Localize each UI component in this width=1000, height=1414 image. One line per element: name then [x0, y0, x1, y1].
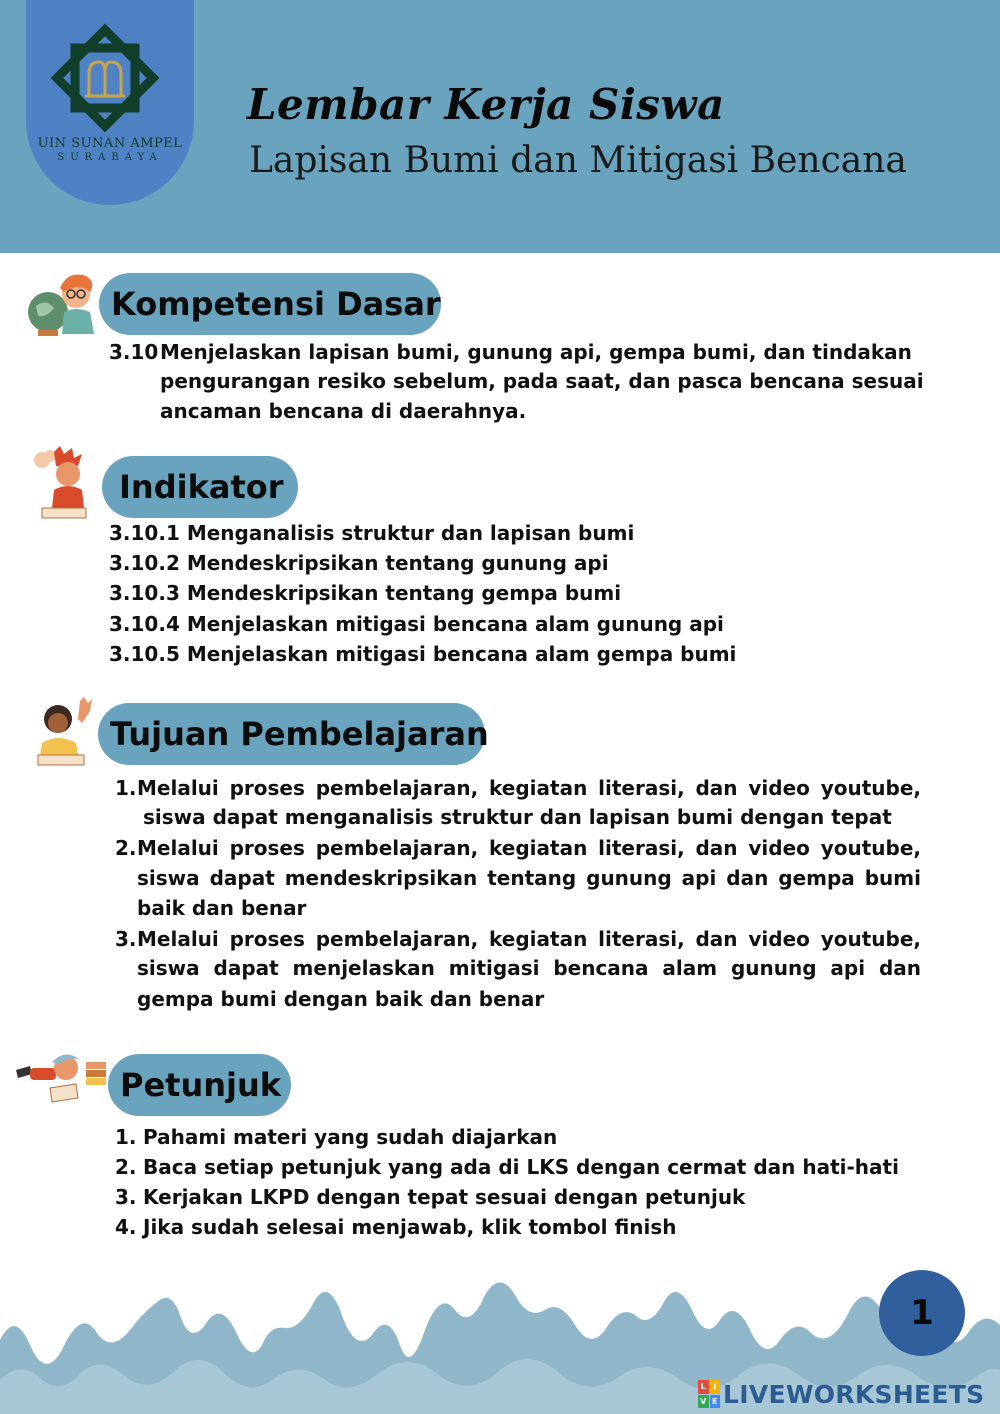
tujuan-number: 3. [115, 927, 137, 951]
indikator-item: 3.10.1 Menganalisis struktur dan lapisan bumi [109, 521, 635, 545]
logo-line-1: UIN SUNAN AMPEL [37, 136, 183, 151]
petunjuk-item: Pahami materi yang sudah diajarkan [143, 1125, 558, 1149]
kompetensi-line-3: ancaman bencana di daerahnya. [160, 399, 527, 423]
page-subtitle: Lapisan Bumi dan Mitigasi Bencana [249, 140, 907, 181]
student-with-globe-icon [24, 268, 102, 340]
liveworksheets-brand [698, 1378, 984, 1410]
logo-text [30, 136, 190, 163]
petunjuk-number: 3. [115, 1185, 137, 1209]
indikator-item: 3.10.3 Mendeskripsikan tentang gempa bumi [109, 581, 622, 605]
logo-line-2: SURABAYA [57, 152, 163, 163]
tujuan-line: Melalui proses pembelajaran, kegiatan literasi, dan video youtube, [137, 836, 921, 860]
liveworksheets-logo-icon [698, 1380, 720, 1408]
page-title: Lembar Kerja Siswa [247, 80, 725, 129]
tujuan-line: siswa dapat menganalisis struktur dan lapisan bumi dengan tepat [143, 805, 892, 829]
liveworksheets-wordmark: LIVEWORKSHEETS [723, 1379, 985, 1409]
kompetensi-line-1: Menjelaskan lapisan bumi, gunung api, gempa bumi, dan tindakan [160, 340, 912, 364]
tujuan-line: Melalui proses pembelajaran, kegiatan literasi, dan video youtube, [137, 927, 921, 951]
tujuan-line: Melalui proses pembelajaran, kegiatan literasi, dan video youtube, [137, 776, 921, 800]
kompetensi-number: 3.10 [109, 340, 159, 364]
student-raising-hand-icon [36, 697, 96, 769]
petunjuk-heading: Petunjuk [108, 1054, 291, 1116]
petunjuk-number: 4. [115, 1215, 137, 1239]
tujuan-number: 2. [115, 836, 137, 860]
petunjuk-item: Baca setiap petunjuk yang ada di LKS dengan cermat dan hati-hati [143, 1155, 899, 1179]
brand-badge-letter: E [710, 1395, 721, 1409]
tujuan-line: siswa dapat mendeskripsikan tentang gunung api dan gempa bumi [137, 866, 921, 890]
petunjuk-number: 2. [115, 1155, 137, 1179]
page-number-text: 1 [910, 1293, 934, 1333]
indikator-item: 3.10.5 Menjelaskan mitigasi bencana alam gempa bumi [109, 642, 737, 666]
petunjuk-number: 1. [115, 1125, 137, 1149]
student-reading-books-icon [16, 1048, 108, 1108]
kompetensi-dasar-heading: Kompetensi Dasar [99, 273, 441, 335]
brand-badge-letter: V [698, 1395, 709, 1409]
tujuan-pembelajaran-heading: Tujuan Pembelajaran [98, 703, 485, 765]
kompetensi-line-2: pengurangan resiko sebelum, pada saat, dan pasca bencana sesuai [160, 369, 924, 393]
petunjuk-item: Jika sudah selesai menjawab, klik tombol finish [143, 1215, 677, 1239]
tujuan-line: baik dan benar [137, 896, 307, 920]
page-number [879, 1270, 965, 1356]
tujuan-number: 1. [115, 776, 137, 800]
uin-sunan-ampel-emblem-icon [49, 22, 161, 134]
indikator-item: 3.10.2 Mendeskripsikan tentang gunung api [109, 551, 609, 575]
thinking-student-icon [30, 446, 96, 522]
indikator-heading: Indikator [102, 456, 298, 518]
indikator-item: 3.10.4 Menjelaskan mitigasi bencana alam gunung api [109, 612, 724, 636]
tujuan-line: siswa dapat menjelaskan mitigasi bencana alam gunung api dan [137, 956, 921, 980]
header-banner [0, 0, 1000, 253]
tujuan-line: gempa bumi dengan baik dan benar [137, 987, 545, 1011]
petunjuk-item: Kerjakan LKPD dengan tepat sesuai dengan petunjuk [143, 1185, 746, 1209]
brand-badge-letter: I [710, 1380, 721, 1394]
brand-badge-letter: L [698, 1380, 709, 1394]
